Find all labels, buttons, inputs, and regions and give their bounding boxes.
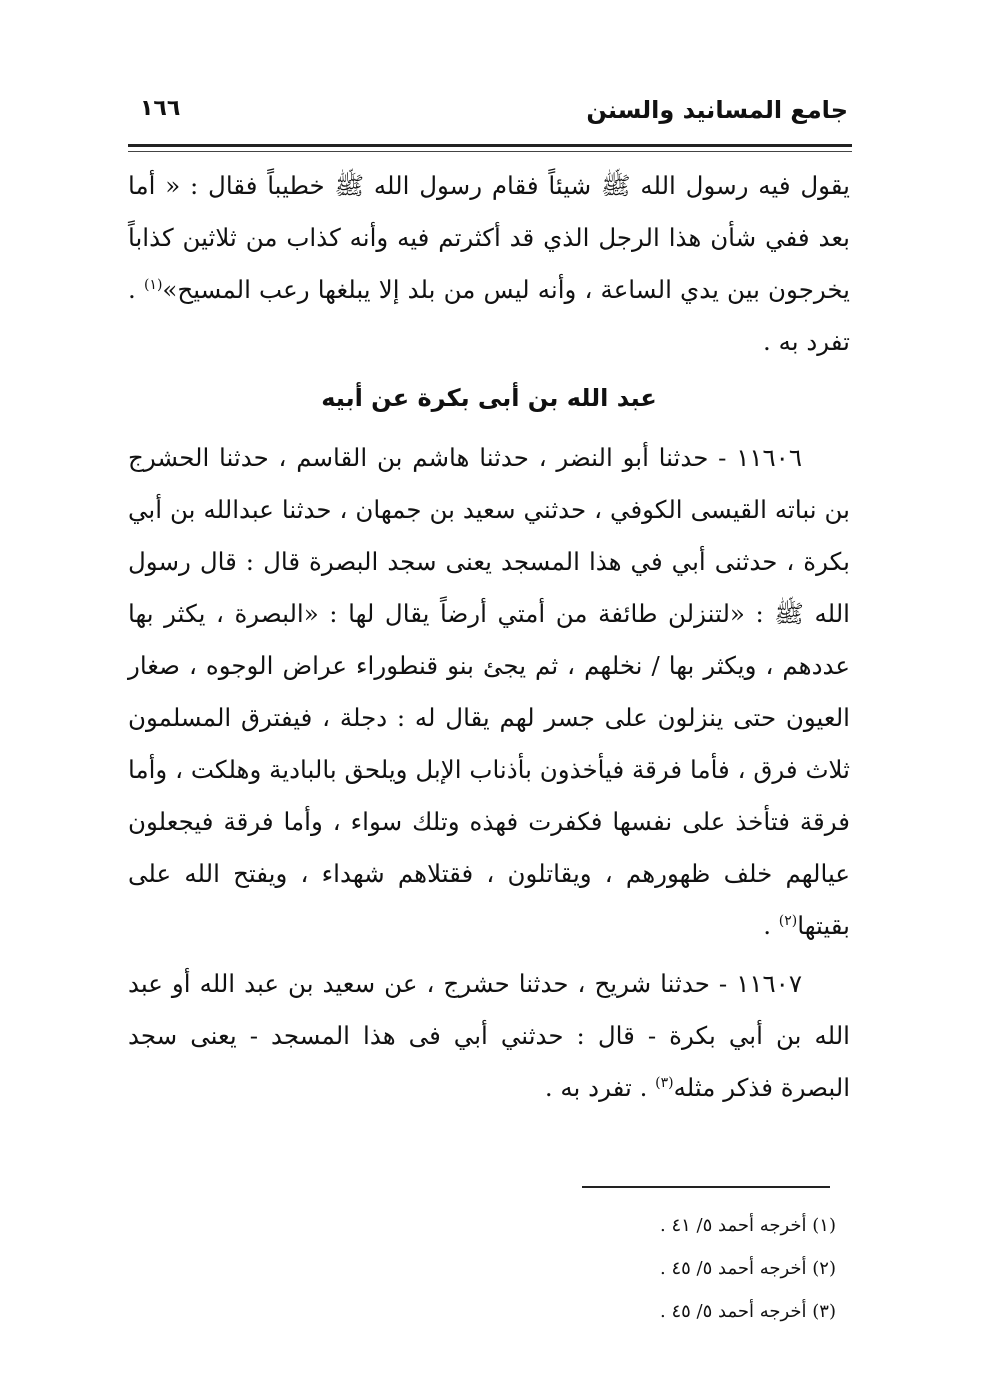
footnote-3: (٣) أخرجه أحمد ٥/ ٤٥ .	[660, 1301, 836, 1322]
hadith-end: . تفرد به .	[544, 1073, 656, 1102]
footnote-separator	[582, 1186, 830, 1188]
footnote-ref-3: (٣)	[655, 1074, 674, 1091]
footnote-1: (١) أخرجه أحمد ٥/ ٤١ .	[660, 1215, 836, 1236]
hadith-11607	[128, 958, 850, 1114]
continued-paragraph	[128, 160, 850, 368]
hadith-end: .	[763, 911, 779, 940]
footnotes	[500, 1204, 836, 1333]
hadith-text: ١١٦٠٦ - حدثنا أبو النضر ، حدثنا هاشم بن القاسم ، حدثنا الحشرج بن نباته القيسى الكوفي ، حدثني سعيد بن جمهان ، حدثنا عبدالله بن أبي بكرة ، حدثنى أبي في هذا المسجد يعنى سجد البصرة قال : قال رسول الله ﷺ : «لتنزلن طائفة من أمتي أرضاً يقال لها : «البصرة ، يكثر بها عددهم ، ويكثر بها / نخلهم ، ثم يجئ بنو قنطوراء عراض الوجوه ، صغار العيون حتى ينزلون على جسر لهم يقال له : دجلة ، فيفترق المسلمون ثلاث فرق ، فأما فرقة فيأخذون بأذناب الإبل ويلحق بالبادية وهلكت ، وأما فرقة فتأخذ على نفسها فكفرت فهذه وتلك سواء ، وأما فرقة فيجعلون عيالهم خلف ظهورهم ، ويقاتلون ، فقتلاهم شهداء ، ويفتح الله على بقيتها	[128, 443, 850, 940]
footnote-ref-1: (١)	[143, 276, 163, 293]
hadith-11606	[128, 432, 850, 952]
footnote-2: (٢) أخرجه أحمد ٥/ ٤٥ .	[660, 1258, 836, 1279]
section-heading: عبد الله بن أبى بكرة عن أبيه	[321, 384, 657, 412]
running-title: جامع المسانيد والسنن	[586, 96, 848, 124]
page-number: ١٦٦	[140, 96, 181, 121]
header-rule-thin	[128, 151, 852, 152]
page-header	[140, 92, 848, 132]
paragraph-end: . تفرد به .	[128, 275, 850, 356]
footnote-ref-2: (٢)	[778, 912, 798, 929]
main-text	[128, 160, 850, 1114]
paragraph-text: يقول فيه رسول الله ﷺ شيئاً فقام رسول الله ﷺ خطيباً فقال : « أما بعد ففي شأن هذا الرجل الذي قد أكثرتم فيه وأنه كذاب من ثلاثين كذاباً يخرجون بين يدي الساعة ، وأنه ليس من بلد إلا يبلغها رعب المسيح»	[128, 171, 851, 304]
header-rule-thick	[128, 144, 852, 147]
hadith-text: ١١٦٠٧ - حدثنا شريح ، حدثنا حشرج ، عن سعيد بن عبد الله أو عبد الله بن أبي بكرة - قال : حدثني أبي فى هذا المسجد - يعنى سجد البصرة فذكر مثله	[128, 969, 850, 1102]
